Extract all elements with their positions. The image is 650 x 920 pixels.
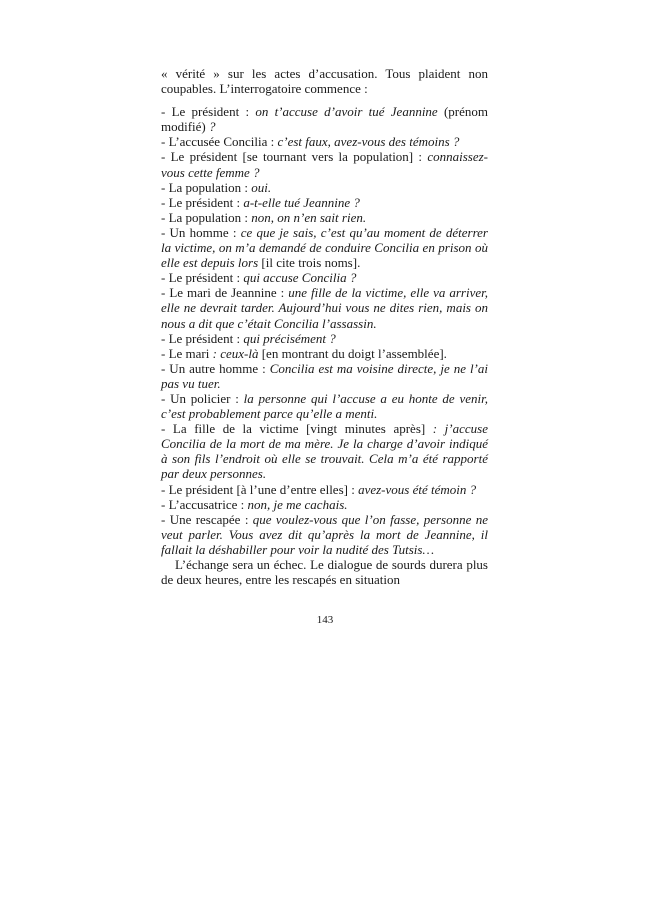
dialogue-line	[161, 482, 488, 497]
text-run-italic: oui.	[251, 179, 272, 195]
dialogue-line	[161, 210, 488, 225]
dialogue-line	[161, 104, 488, 134]
text-run: - Le président [se tournant vers la population] :	[161, 149, 428, 165]
text-run: - La population :	[161, 179, 252, 195]
text-run-italic: : ceux-là	[212, 345, 259, 361]
text-run: - L’accusatrice :	[161, 496, 248, 512]
dialogue-line	[161, 346, 488, 361]
dialogue-transcript	[161, 104, 488, 557]
dialogue-line	[161, 225, 488, 270]
text-run: [en montrant du doigt l’assemblée].	[258, 345, 447, 361]
text-run: - La fille de la victime [vingt minutes après]	[161, 421, 433, 437]
dialogue-line	[161, 497, 488, 512]
text-run: - Le président :	[161, 194, 244, 210]
intro-paragraph: « vérité » sur les actes d’accusation. Tous plaident non coupables. L’interrogatoire commence :	[161, 66, 488, 97]
text-run-italic: c’est faux, avez-vous des témoins ?	[277, 134, 460, 150]
text-run-italic: a-t-elle tué Jeannine ?	[243, 194, 360, 210]
text-run: - Le président [à l’une d’entre elles] :	[161, 481, 359, 497]
text-run: [il cite trois noms].	[258, 255, 361, 271]
text-run-italic: ce que je sais, c’est qu’au moment de déterrer la victime, on m’a demandé de conduire Concilia en prison où elle est depuis lors	[161, 224, 488, 271]
text-run-italic: Concilia est ma voisine directe, je ne l’ai pas vu tuer.	[161, 360, 488, 391]
page-body	[161, 66, 488, 587]
text-run: - La population :	[161, 209, 252, 225]
dialogue-line	[161, 512, 488, 557]
text-run: - Le mari	[161, 345, 213, 361]
text-run-italic: non, je me cachais.	[247, 496, 348, 512]
dialogue-line	[161, 270, 488, 285]
text-run-italic: qui accuse Concilia ?	[243, 270, 357, 286]
text-run-italic: connaissez-vous cette femme ?	[161, 149, 488, 180]
text-run: - Le président :	[161, 104, 256, 120]
text-run: - L’accusée Concilia :	[161, 134, 278, 150]
dialogue-line	[161, 391, 488, 421]
dialogue-line	[161, 285, 488, 330]
dialogue-line	[161, 421, 488, 481]
text-run: - Un homme :	[161, 224, 241, 240]
text-run: - Un policier :	[161, 390, 244, 406]
text-run-italic: la personne qui l’accuse a eu honte de venir, c’est probablement parce qu’elle a menti.	[161, 390, 488, 422]
dialogue-line	[161, 149, 488, 179]
text-run: (prénom modifié)	[161, 104, 488, 135]
text-run: - Le président :	[161, 330, 244, 346]
text-run-italic: ?	[209, 119, 216, 135]
dialogue-line	[161, 195, 488, 210]
closing-paragraph: L’échange sera un échec. Le dialogue de sourds durera plus de deux heures, entre les rescapés en situation	[161, 557, 488, 588]
page-number: 143	[316, 614, 334, 626]
dialogue-line	[161, 361, 488, 391]
dialogue-line	[161, 331, 488, 346]
text-run-italic: avez-vous été témoin ?	[358, 481, 477, 497]
text-run: - Une rescapée :	[161, 511, 253, 527]
text-run-italic: que voulez-vous que l’on fasse, personne ne veut parler. Vous avez dit qu’après la mort de Jeannine, il fallait la déshabiller pour voir la nudité des Tutsis…	[161, 511, 489, 557]
dialogue-line	[161, 134, 488, 149]
text-run-italic: non, on n’en sait rien.	[251, 209, 367, 225]
text-run: - Le mari de Jeannine :	[161, 285, 289, 301]
text-run-italic: on t’accuse d’avoir tué Jeannine	[255, 104, 438, 120]
text-run-italic: qui précisément ?	[243, 330, 336, 346]
text-run-italic: une fille de la victime, elle va arriver, elle ne devrait tarder. Aujourd’hui vous ne dites rien, mais on nous a dit que c’était Concilia l’assassin.	[161, 285, 488, 331]
dialogue-line	[161, 180, 488, 195]
text-run-italic: : j’accuse Concilia de la mort de ma mère. Je la charge d’avoir indiqué à son fils l’endroit où elle se trouvait. Cela m’a été rapporté par deux personnes.	[161, 421, 488, 482]
text-run: - Le président :	[161, 270, 244, 286]
text-run: - Un autre homme :	[161, 360, 270, 376]
